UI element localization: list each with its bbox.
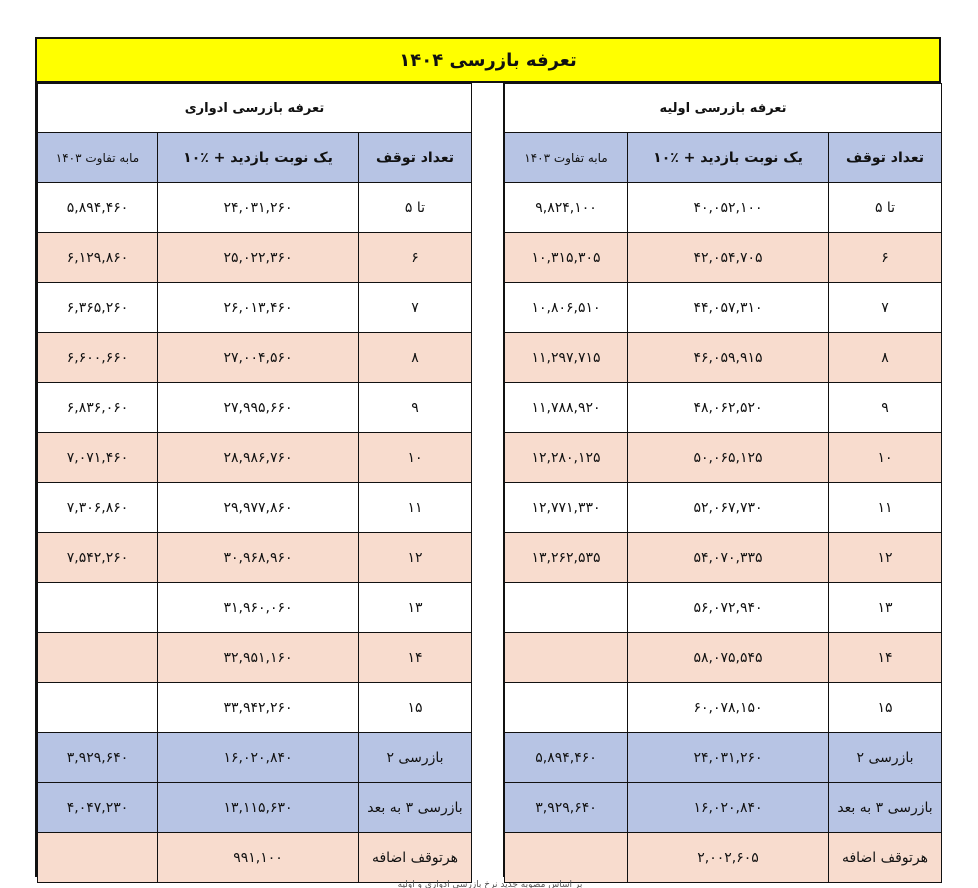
visit-fee-cell: ۴۸,۰۶۲,۵۲۰ [628,383,829,433]
visit-fee-cell: ۲,۰۰۲,۶۰۵ [628,833,829,883]
diff-cell: ۷,۵۴۲,۲۶۰ [38,533,158,583]
initial-header-diff: مابه تفاوت ۱۴۰۳ [505,133,628,183]
table-row [505,233,942,283]
table-row [38,583,472,633]
stops-cell: ۷ [359,283,472,333]
table-row [505,583,942,633]
visit-fee-cell: ۴۴,۰۵۷,۳۱۰ [628,283,829,333]
diff-cell [505,583,628,633]
stops-cell: ۸ [829,333,942,383]
visit-fee-cell: ۲۶,۰۱۳,۴۶۰ [158,283,359,333]
diff-cell: ۷,۰۷۱,۴۶۰ [38,433,158,483]
periodic-header-stops: تعداد توقف [359,133,472,183]
diff-cell: ۶,۸۳۶,۰۶۰ [38,383,158,433]
stops-cell: بازرسی ۳ به بعد [359,783,472,833]
visit-fee-cell: ۲۵,۰۲۲,۳۶۰ [158,233,359,283]
table-row [505,633,942,683]
visit-fee-cell: ۳۰,۹۶۸,۹۶۰ [158,533,359,583]
table-row [38,183,472,233]
visit-fee-cell: ۵۶,۰۷۲,۹۴۰ [628,583,829,633]
visit-fee-cell: ۵۲,۰۶۷,۷۳۰ [628,483,829,533]
stops-cell: ۱۰ [829,433,942,483]
diff-cell: ۱۰,۸۰۶,۵۱۰ [505,283,628,333]
diff-cell: ۴,۰۴۷,۲۳۰ [38,783,158,833]
stops-cell: ۶ [829,233,942,283]
stops-cell: ۷ [829,283,942,333]
table-row [38,483,472,533]
sheet-title: تعرفه بازرسی ۱۴۰۴ [37,39,939,83]
stops-cell: ۱۴ [829,633,942,683]
diff-cell: ۱۲,۲۸۰,۱۲۵ [505,433,628,483]
table-row [38,833,472,883]
diff-cell: ۶,۱۲۹,۸۶۰ [38,233,158,283]
stops-cell: ۹ [359,383,472,433]
visit-fee-cell: ۲۹,۹۷۷,۸۶۰ [158,483,359,533]
table-row [38,433,472,483]
stops-cell: تا ۵ [829,183,942,233]
stops-cell: ۸ [359,333,472,383]
diff-cell: ۶,۶۰۰,۶۶۰ [38,333,158,383]
table-row [505,783,942,833]
visit-fee-cell: ۵۸,۰۷۵,۵۴۵ [628,633,829,683]
visit-fee-cell: ۴۶,۰۵۹,۹۱۵ [628,333,829,383]
visit-fee-cell: ۲۴,۰۳۱,۲۶۰ [158,183,359,233]
visit-fee-cell: ۱۶,۰۲۰,۸۴۰ [158,733,359,783]
stops-cell: ۹ [829,383,942,433]
visit-fee-cell: ۴۲,۰۵۴,۷۰۵ [628,233,829,283]
visit-fee-cell: ۵۴,۰۷۰,۳۳۵ [628,533,829,583]
visit-fee-cell: ۱۶,۰۲۰,۸۴۰ [628,783,829,833]
diff-cell: ۱۰,۳۱۵,۳۰۵ [505,233,628,283]
table-row [505,733,942,783]
periodic-group-label: تعرفه بازرسی ادواری [38,84,472,133]
stops-cell: بازرسی ۳ به بعد [829,783,942,833]
table-row [38,333,472,383]
stops-cell: ۱۳ [829,583,942,633]
visit-fee-cell: ۲۷,۰۰۴,۵۶۰ [158,333,359,383]
initial-inspection-table [504,83,942,883]
stops-cell: ۱۵ [359,683,472,733]
stops-cell: ۱۰ [359,433,472,483]
visit-fee-cell: ۱۳,۱۱۵,۶۳۰ [158,783,359,833]
table-row [38,683,472,733]
diff-cell: ۵,۸۹۴,۴۶۰ [38,183,158,233]
stops-cell: بازرسی ۲ [829,733,942,783]
visit-fee-cell: ۵۰,۰۶۵,۱۲۵ [628,433,829,483]
diff-cell: ۱۱,۲۹۷,۷۱۵ [505,333,628,383]
stops-cell: ۱۱ [829,483,942,533]
stops-cell: ۱۳ [359,583,472,633]
diff-cell [38,833,158,883]
table-row [505,683,942,733]
table-row [38,733,472,783]
stops-cell: ۱۱ [359,483,472,533]
stops-cell: ۱۲ [829,533,942,583]
table-row [505,483,942,533]
table-row [38,233,472,283]
visit-fee-cell: ۶۰,۰۷۸,۱۵۰ [628,683,829,733]
footnote: بر اساس مصوبه جدید نرخ بازرسی ادواری و اولیه [397,880,583,888]
visit-fee-cell: ۴۰,۰۵۲,۱۰۰ [628,183,829,233]
table-row [38,383,472,433]
diff-cell [505,633,628,683]
diff-cell: ۱۳,۲۶۲,۵۳۵ [505,533,628,583]
diff-cell: ۹,۸۲۴,۱۰۰ [505,183,628,233]
initial-header-stops: تعداد توقف [829,133,942,183]
stops-cell: بازرسی ۲ [359,733,472,783]
diff-cell [38,633,158,683]
stops-cell: ۱۲ [359,533,472,583]
table-row [505,333,942,383]
diff-cell [38,583,158,633]
diff-cell: ۵,۸۹۴,۴۶۰ [505,733,628,783]
periodic-header-diff: مابه تفاوت ۱۴۰۳ [38,133,158,183]
table-row [505,433,942,483]
stops-cell: ۱۴ [359,633,472,683]
periodic-header-visit: یک نوبت بازدید + ٪۱۰ [158,133,359,183]
table-row [505,383,942,433]
table-row [38,283,472,333]
diff-cell [38,683,158,733]
visit-fee-cell: ۳۱,۹۶۰,۰۶۰ [158,583,359,633]
table-separator [471,83,504,877]
table-row [38,783,472,833]
table-row [505,283,942,333]
stops-cell: هرتوقف اضافه [829,833,942,883]
stops-cell: هرتوقف اضافه [359,833,472,883]
tariff-sheet [35,37,941,877]
table-row [505,183,942,233]
visit-fee-cell: ۲۸,۹۸۶,۷۶۰ [158,433,359,483]
table-row [38,533,472,583]
stops-cell: تا ۵ [359,183,472,233]
table-row [505,833,942,883]
stops-cell: ۶ [359,233,472,283]
diff-cell: ۳,۹۲۹,۶۴۰ [38,733,158,783]
visit-fee-cell: ۳۳,۹۴۲,۲۶۰ [158,683,359,733]
table-row [505,533,942,583]
stops-cell: ۱۵ [829,683,942,733]
diff-cell: ۷,۳۰۶,۸۶۰ [38,483,158,533]
periodic-inspection-table [37,83,472,883]
diff-cell: ۱۱,۷۸۸,۹۲۰ [505,383,628,433]
diff-cell [505,833,628,883]
visit-fee-cell: ۲۴,۰۳۱,۲۶۰ [628,733,829,783]
initial-header-visit: یک نوبت بازدید + ٪۱۰ [628,133,829,183]
table-row [38,633,472,683]
diff-cell [505,683,628,733]
diff-cell: ۱۲,۷۷۱,۳۳۰ [505,483,628,533]
initial-group-label: تعرفه بازرسی اولیه [505,84,942,133]
visit-fee-cell: ۹۹۱,۱۰۰ [158,833,359,883]
diff-cell: ۳,۹۲۹,۶۴۰ [505,783,628,833]
visit-fee-cell: ۳۲,۹۵۱,۱۶۰ [158,633,359,683]
visit-fee-cell: ۲۷,۹۹۵,۶۶۰ [158,383,359,433]
diff-cell: ۶,۳۶۵,۲۶۰ [38,283,158,333]
